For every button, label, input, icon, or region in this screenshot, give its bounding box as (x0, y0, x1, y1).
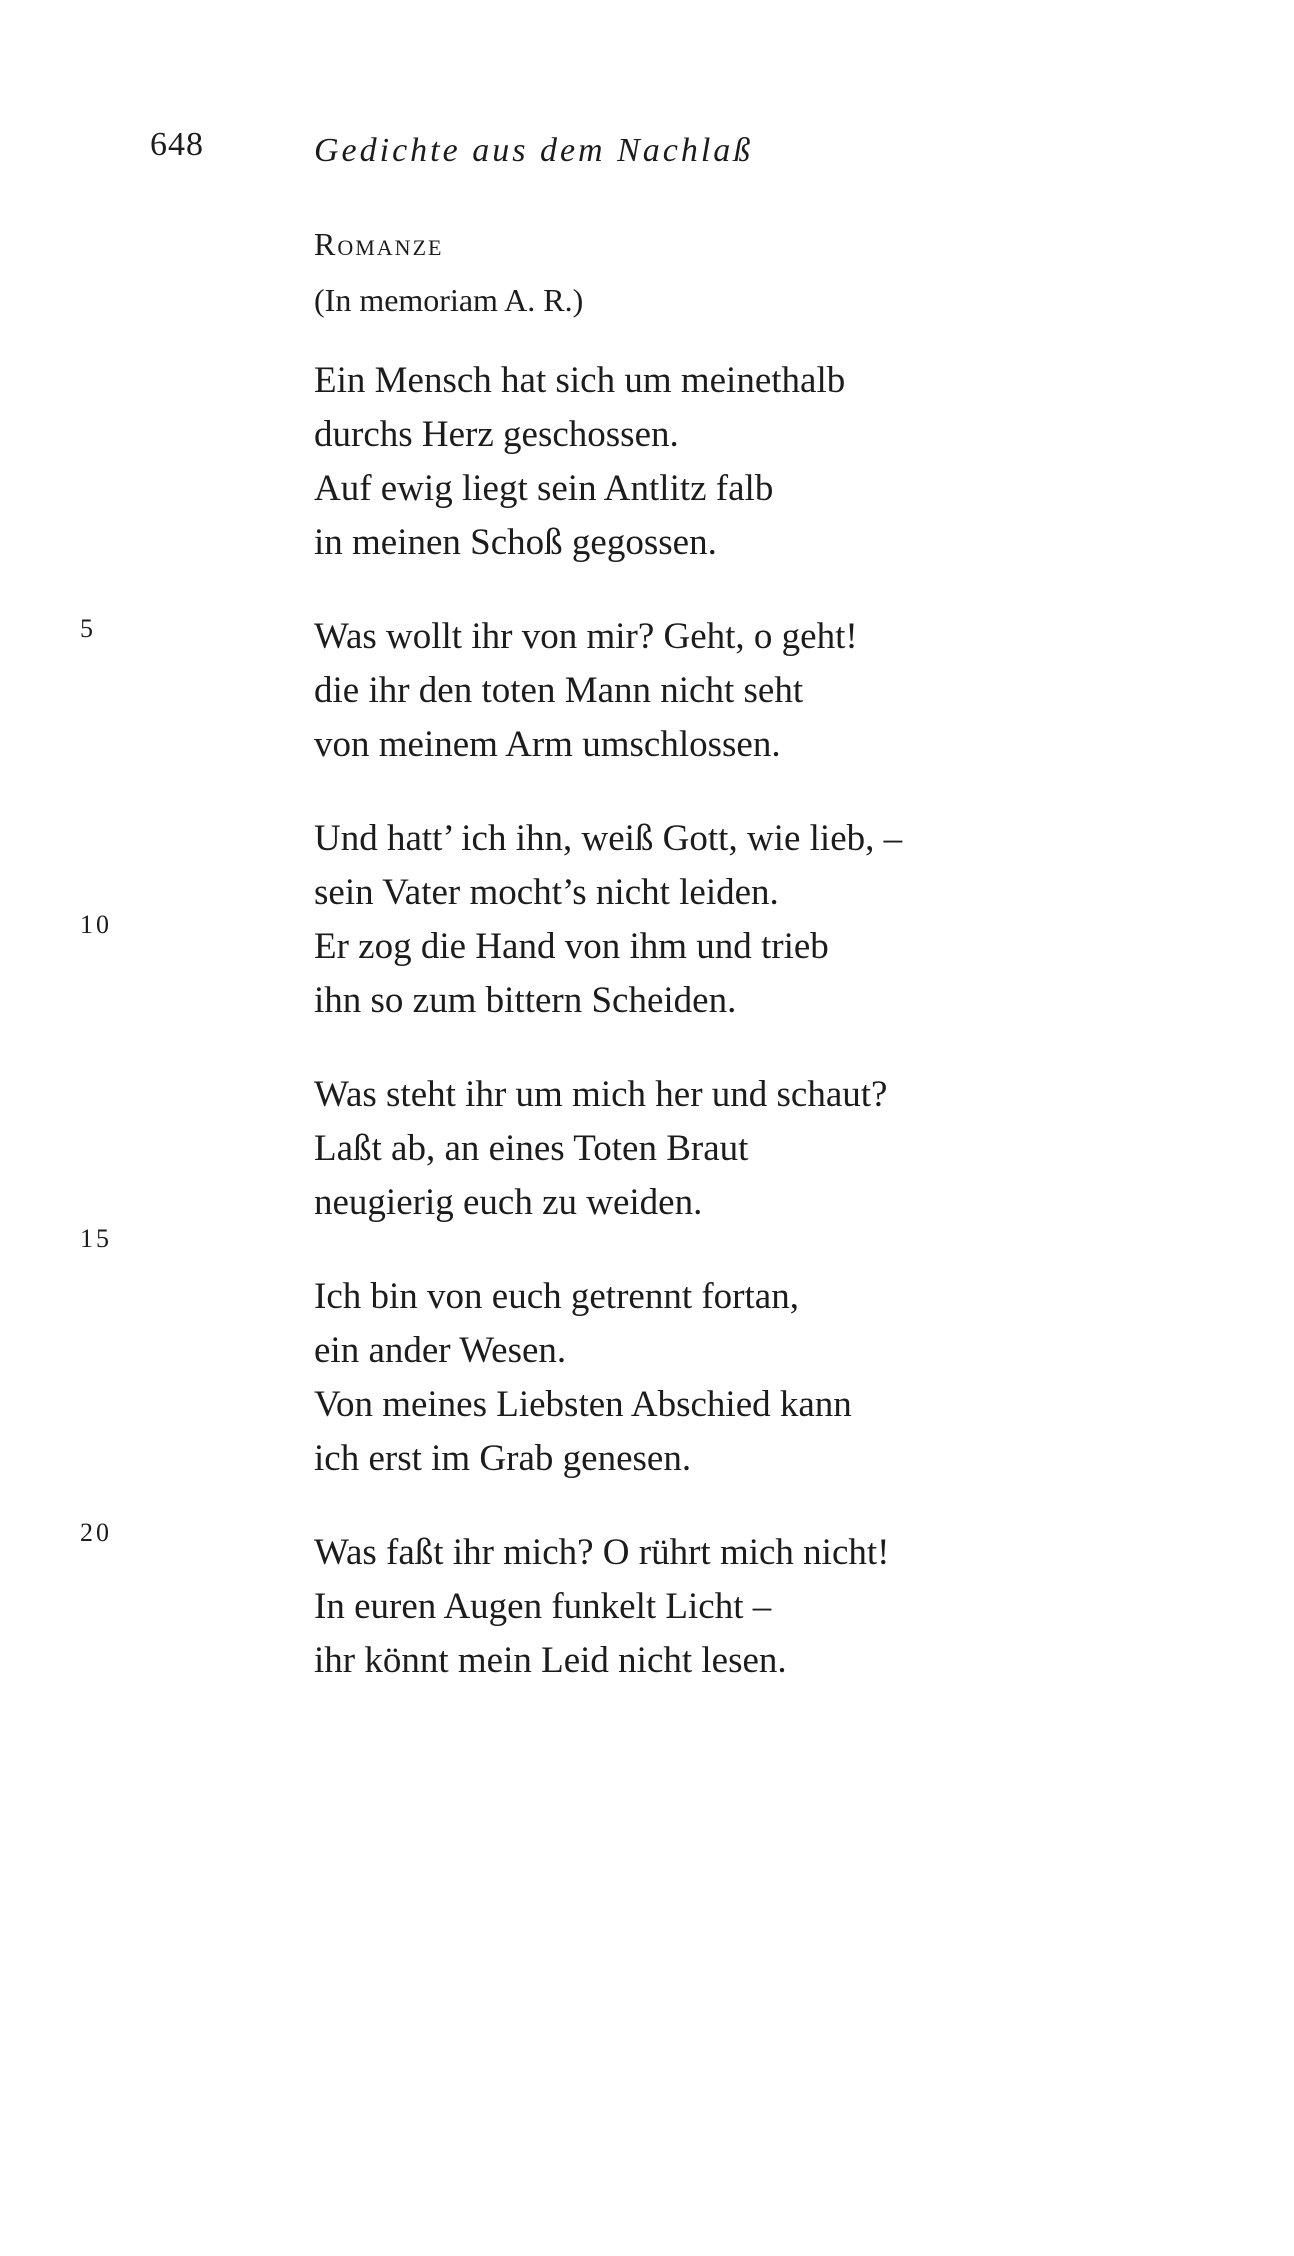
verse-line-2: durchs Herz geschossen. (314, 414, 679, 455)
poem-title: Romanze (314, 226, 444, 262)
verse-line-11: ihn so zum bittern Scheiden. (314, 980, 737, 1021)
verse-line-14: neugierig euch zu weiden. (314, 1182, 703, 1223)
verse-line-20: In euren Augen funkelt Licht – (314, 1586, 772, 1627)
verse-line-19: Was faßt ihr mich? O rührt mich nicht! (314, 1532, 890, 1573)
stanza-4 (314, 1068, 1254, 1230)
line-number-15: 15 (80, 1224, 112, 1253)
poem-dedication: (In memoriam A. R.) (314, 282, 584, 318)
stanza-6 (314, 1526, 1254, 1688)
poem-body (314, 354, 1254, 1728)
verse-line-21: ihr könnt mein Leid nicht lesen. (314, 1640, 787, 1681)
verse-line-5: Was wollt ihr von mir? Geht, o geht! (314, 616, 858, 657)
verse-line-17: Von meines Liebsten Abschied kann (314, 1384, 852, 1425)
verse-line-8: Und hatt’ ich ihn, weiß Gott, wie lieb, – (314, 818, 903, 859)
verse-line-10: Er zog die Hand von ihm und trieb (314, 926, 829, 967)
line-number-5: 5 (80, 614, 96, 643)
verse-line-12: Was steht ihr um mich her und schaut? (314, 1074, 888, 1115)
verse-line-4: in meinen Schoß gegossen. (314, 522, 717, 563)
stanza-1 (314, 354, 1254, 570)
verse-line-13: Laßt ab, an eines Toten Braut (314, 1128, 749, 1169)
stanza-3 (314, 812, 1254, 1028)
verse-line-9: sein Vater mocht’s nicht leiden. (314, 872, 779, 913)
stanza-5 (314, 1270, 1254, 1486)
verse-line-15: Ich bin von euch getrennt fortan, (314, 1276, 799, 1317)
verse-line-7: von meinem Arm umschlossen. (314, 724, 781, 765)
verse-line-16: ein ander Wesen. (314, 1330, 567, 1371)
stanza-2 (314, 610, 1254, 772)
verse-line-1: Ein Mensch hat sich um meinethalb (314, 360, 846, 401)
line-number-20: 20 (80, 1518, 112, 1547)
page-number: 648 (150, 126, 204, 163)
running-head: Gedichte aus dem Nachlaß (314, 132, 754, 169)
verse-line-18: ich erst im Grab genesen. (314, 1438, 692, 1479)
verse-line-3: Auf ewig liegt sein Antlitz falb (314, 468, 774, 509)
verse-line-6: die ihr den toten Mann nicht seht (314, 670, 804, 711)
line-number-10: 10 (80, 910, 112, 939)
